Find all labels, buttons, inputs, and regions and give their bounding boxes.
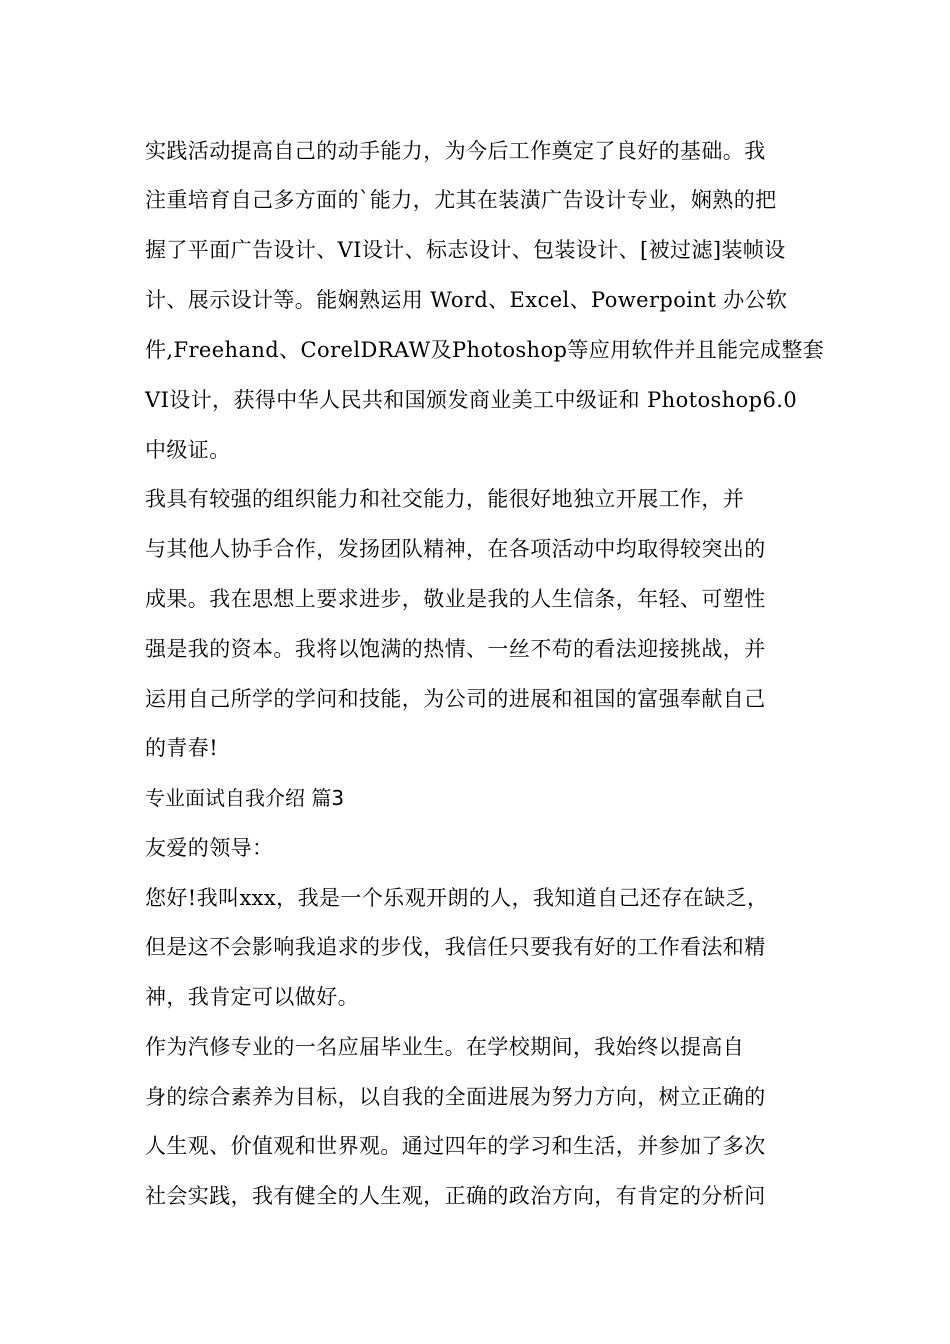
body-text-line: VI设计，获得中华人民共和国颁发商业美工中级证和 Photoshop6.0 <box>145 388 798 412</box>
body-text-line: 运用自己所学的学问和技能，为公司的进展和祖国的富强奉献自己 <box>145 687 766 711</box>
body-text-line: 注重培育自己多方面的`能力，尤其在装潢广告设计专业，娴熟的把 <box>145 188 777 212</box>
body-text-line: 社会实践，我有健全的人生观，正确的政治方向，有肯定的分析问 <box>145 1184 766 1208</box>
greeting-line: 友爱的领导： <box>145 836 274 860</box>
body-text-line: 成果。我在思想上要求进步，敬业是我的人生信条，年轻、可塑性 <box>145 587 766 611</box>
body-text-line: 与其他人协手合作，发扬团队精神，在各项活动中均取得较突出的 <box>145 537 766 561</box>
body-text-line: 的青春! <box>145 736 219 760</box>
body-text-line: 但是这不会影响我追求的步伐，我信任只要我有好的工作看法和精 <box>145 935 766 959</box>
body-text-line: 身的综合素养为目标，以自我的全面进展为努力方向，树立正确的 <box>145 1085 766 1109</box>
body-text-line: 强是我的资本。我将以饱满的热情、一丝不苟的看法迎接挑战，并 <box>145 637 766 661</box>
body-text-line: 作为汽修专业的一名应届毕业生。在学校期间，我始终以提高自 <box>145 1035 745 1059</box>
body-text-line: 神，我肯定可以做好。 <box>145 985 359 1009</box>
body-text-line: 握了平面广告设计、VI设计、标志设计、包装设计、[被过滤]装帧设 <box>145 238 786 262</box>
body-text-line: 您好!我叫xxx，我是一个乐观开朗的人，我知道自己还存在缺乏， <box>145 886 769 910</box>
body-text-line: 件,Freehand、CorelDRAW及Photoshop等应用软件并且能完成整套 <box>145 338 825 362</box>
body-text-line: 我具有较强的组织能力和社交能力，能很好地独立开展工作，并 <box>145 487 745 511</box>
section-heading: 专业面试自我介绍 篇3 <box>145 786 345 810</box>
body-text-line: 人生观、价值观和世界观。通过四年的学习和生活，并参加了多次 <box>145 1134 766 1158</box>
body-text-line: 计、展示设计等。能娴熟运用 Word、Excel、Powerpoint 办公软 <box>145 288 788 312</box>
body-text-line: 中级证。 <box>145 438 231 462</box>
body-text-line: 实践活动提高自己的动手能力，为今后工作奠定了良好的基础。我 <box>145 139 766 163</box>
